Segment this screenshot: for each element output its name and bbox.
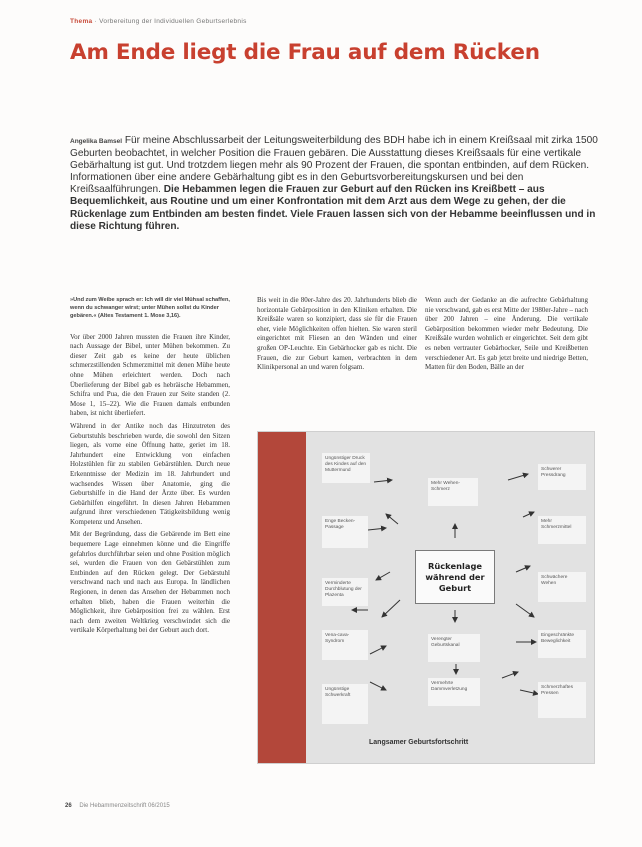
- diagram-box: Schwächere Wehen: [538, 572, 586, 602]
- footer-text: Die Hebammenzeitschrift 06/2015: [79, 803, 170, 809]
- diagram-box: Mehr Wehen-Schmerz: [428, 478, 478, 506]
- paragraph: Während in der Antike noch das Hinzutreten des Geburtstuhls beschrieben wurde, die sowohl den Sitzen liegen, als vorne eine Öffnung hatte, geriet im 18. Jahrhundert eine Entwicklung von einfachen Holzstühlen für zu stabilen Gebärstühlen. Durch neue Erkenntnisse der Medizin im 18. Jahrhundert und wachsendes Wissen über Anatomie, ging die Geburtshilfe in die Hand der Ärzte über. Es wurden Gebärhilfen eingeführt. In diesen Jahren Hebammen aufgrund ihrer verschiedenen Tätigkeitsbildung wenig Kompetenz und Ansehen.: [70, 421, 230, 526]
- diagram-box: Schmerzhaftes Pressen: [538, 682, 586, 718]
- diagram-box: Mehr Schmerzmittel: [538, 516, 586, 544]
- text-column-2: [257, 296, 417, 376]
- lead-text: Für meine Abschlussarbeit der Leitungsweiterbildung des BDH habe ich in einem Kreißsaal mit zirka 1500 Geburten beobachtet, in welcher Position die Frauen gebären. Die Ausstattung dieses Kreißsaals für eine vertikale Gebärhaltung ist gut. Und trotzdem liegen mehr als 90 Prozent der Frauen, die spontan entbinden, auf dem Rücken. Informationen über eine andere Gebärhaltung gibt es in den Geburtsvorbereitungskursen und bei den Kreißsaalführungen.: [70, 135, 598, 196]
- diagram-center-box: Rückenlage während der Geburt: [415, 550, 495, 604]
- kicker-label: Thema: [70, 18, 93, 25]
- paragraph: Wenn auch der Gedanke an die aufrechte Gebärhaltung nie verschwand, gab es erst Mitte der 1980er-Jahre – nach über 200 Jahren – eine Änderung. Die vertikale Gebärposition bekommen wieder mehr Bedeutung. Die Kreißsäle wurden wohnlich er eingerichtet. Seit dem gibt es neben vertrauter Gebärhocker, Seile und Kreißbetten verschiedener Art. Es gab jetzt breite und niedrige Betten, Matten für den Boden, Bälle an der: [425, 296, 588, 372]
- diagram-box: Vena-cava-Syndrom: [322, 630, 368, 660]
- diagram-box: Verminderte Durchblutung der Plazenta: [322, 578, 368, 606]
- arrow: [376, 572, 390, 580]
- arrow: [382, 600, 400, 617]
- arrow: [386, 514, 398, 524]
- text-column-3: [425, 296, 588, 376]
- bible-quote: »Und zum Weibe sprach er: Ich will dir viel Mühsal schaffen, wenn du schwanger wirst; unter Mühen sollst du Kinder gebären.« (Altes Testament 1. Mose 3,16).: [70, 297, 230, 320]
- kicker-separator: ·: [94, 18, 100, 25]
- arrow: [370, 646, 386, 654]
- paragraph: Bis weit in die 80er-Jahre des 20. Jahrhunderts blieb die horizontale Gebärposition in den Kliniken erhalten. Die Kreißsäle waren so konzipiert, dass sie für die Frauen eher, viele Möglichkeiten offen hielten. Sie waren steril eingerichtet mit Fliesen an den Wänden und einer großen OP-Leuchte. Ein Gebärhocker gab es nicht. Die Frauen, die zur Geburt kamen, verbrachten in dem Klinikpersonal an und waren folgsam.: [257, 296, 417, 372]
- arrow: [502, 672, 518, 678]
- diagram-caption: Langsamer Geburtsfortschritt: [369, 739, 469, 746]
- kicker-text: Vorbereitung der Individuellen Geburtserlebnis: [99, 18, 247, 25]
- arrow: [508, 474, 528, 480]
- diagram-box: Schwerer Pressdrang: [538, 464, 586, 490]
- arrow: [516, 566, 530, 572]
- page-number: 26: [65, 803, 72, 809]
- article-headline: Am Ende liegt die Frau auf dem Rücken: [70, 40, 540, 65]
- arrow: [370, 682, 386, 690]
- diagram-box: Verengter Geburtskanal: [428, 634, 480, 662]
- paragraph: Mit der Begründung, dass die Gebärende im Bett eine bequemere Lage einnehmen könne und die Eingriffe gefahrlos durchführbar seien und ohne Position möglich sei, wurden die Frauen von den Gebärstühlen zum Entbinden auf den Rücken gelegt. Der Gebärstuhl verschwand nach und nach aus Europa. In ländlichen Regionen, in denen das Ansehen der Hebammen noch erhalten blieb, haben die Frauen weiterhin die Möglichkeit, ihre Gebärposition frei zu wählen. Erst nach dem zweiten Weltkrieg verschwindet sich die vertikale Körperhaltung bei der Geburt auch dort.: [70, 530, 230, 635]
- diagram-figure: [257, 431, 595, 764]
- text-column-1: [70, 296, 230, 639]
- lead-strong-text: Die Hebammen legen die Frauen zur Geburt auf den Rücken ins Kreißbett – aus Bequemlichkeit, aus Routine und um einer Konfrontation mit dem Arzt aus dem Wege zu gehen, der die Rückenlage zum Entbinden am besten findet. Viele Frauen lassen sich von der Hebamme beeinflussen und in diese Richtung führen.: [70, 184, 596, 232]
- diagram-box: Ungünstiger Druck des Kindes auf den Muttermund: [322, 453, 370, 483]
- arrow: [374, 480, 392, 482]
- article-lead: [70, 135, 600, 233]
- author-name: Angelika Bamsel: [70, 138, 123, 145]
- section-kicker: [70, 18, 247, 25]
- diagram-box: Ungünstige Schwerkraft: [322, 684, 368, 724]
- arrow: [523, 512, 534, 517]
- arrow: [516, 604, 534, 617]
- diagram-box: Enge Becken-Passage: [322, 516, 368, 548]
- diagram-box: Eingeschränkte Beweglichkeit: [538, 630, 586, 658]
- arrow: [520, 690, 538, 694]
- diagram-box: Vermehrte Dammverletzung: [428, 678, 480, 706]
- paragraph: Vor über 2000 Jahren mussten die Frauen ihre Kinder, nach Aussage der Bibel, unter Mühen bekommen. Zu dieser Zeit gab es keine der heute üblichen schmerzstillenden Schmerzmittel mit denen Mühe heute ohne Mühen erleichtert werden. Doch nach Überlieferung der Bibel gab es hebräische Hebammen, Schifra und Pua, die den Frauen zur Seite standen (2. Mose 1, 15–22). Wie die Frauen damals entbunden haben, ist nicht überliefert.: [70, 332, 230, 418]
- page-footer: [65, 803, 170, 809]
- arrow: [368, 528, 386, 530]
